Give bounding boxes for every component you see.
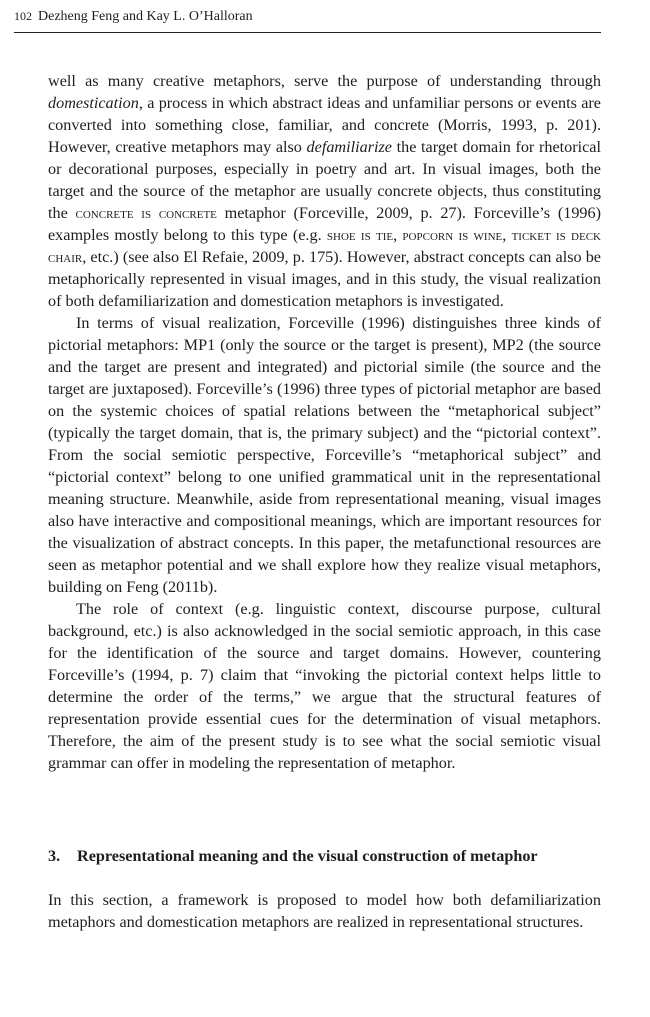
- p1-text-5: , etc.) (see also El Refaie, 2009, p. 175). However, abstract concepts can also be metaphorically represented in visual images, and in this study, the visual realization of both defamiliarization and domestication metaphors is investigated.: [48, 248, 601, 310]
- paragraph-1: [48, 70, 601, 312]
- section-intro-paragraph: In this section, a framework is proposed to model how both defamiliarization metaphors and domestication metaphors are realized in representational structures.: [48, 891, 601, 931]
- page-number: 102: [14, 9, 32, 23]
- p1-emphasis-domestication: domestication: [48, 94, 139, 112]
- section-heading: [48, 845, 601, 867]
- p1-text-4: metaphor (Forceville, 2009, p. 27). Forceville’s (1996) examples mostly belong to this type (e.g.: [48, 204, 601, 244]
- p1-smallcaps-concrete-is-concrete: concrete is concrete: [75, 204, 217, 222]
- p1-smallcaps-examples: shoe is tie, popcorn is wine, ticket is deck chair: [48, 226, 601, 266]
- paragraph-2: In terms of visual realization, Forceville (1996) distinguishes three kinds of pictorial metaphors: MP1 (only the source or the target is present), MP2 (the source and the target are present and integrated) and pictorial simile (the source and the target are juxtaposed). Forceville’s (1996) three types of pictorial metaphor are based on the systemic choices of spatial relations between the “metaphorical subject” (typically the target domain, that is, the primary subject) and the “pictorial context”. From the social semiotic perspective, Forceville’s “metaphorical subject” and “pictorial context” belong to one unified grammatical unit in the representational meaning structure. Meanwhile, aside from representational meaning, visual images also have interactive and compositional meanings, which are important resources for the visualization of abstract concepts. In this paper, the metafunctional resources are seen as metaphor potential and we shall explore how they realize visual metaphors, building on Feng (2011b).: [48, 314, 601, 596]
- p1-text-3: the target domain for rhetorical or decorational purposes, especially in poetry and art. In visual images, both the target and the source of the metaphor are usually concrete objects, thus constituting the: [48, 138, 601, 222]
- body-text: [48, 70, 601, 774]
- running-head: [14, 6, 601, 33]
- section-number: 3.: [48, 847, 61, 865]
- p1-text-1: well as many creative metaphors, serve the purpose of understanding through: [48, 72, 601, 90]
- p1-text-2: , a process in which abstract ideas and unfamiliar persons or events are converted into something close, familiar, and concrete (Morris, 1993, p. 201). However, creative metaphors may also: [48, 94, 601, 156]
- running-head-authors: Dezheng Feng and Kay L. O’Halloran: [38, 9, 253, 24]
- section-title: Representational meaning and the visual construction of metaphor: [77, 847, 538, 865]
- p1-emphasis-defamiliarize: defamiliarize: [306, 138, 392, 156]
- paragraph-3: The role of context (e.g. linguistic context, discourse purpose, cultural background, etc.) is also acknowledged in the social semiotic approach, in this case for the identification of the source and target domains. However, countering Forceville’s (1994, p. 7) claim that “invoking the pictorial context helps little to determine the order of the terms,” we argue that the structural features of representation provide essential cues for the determination of visual metaphors. Therefore, the aim of the present study is to see what the social semiotic visual grammar can offer in modeling the representation of metaphor.: [48, 600, 601, 772]
